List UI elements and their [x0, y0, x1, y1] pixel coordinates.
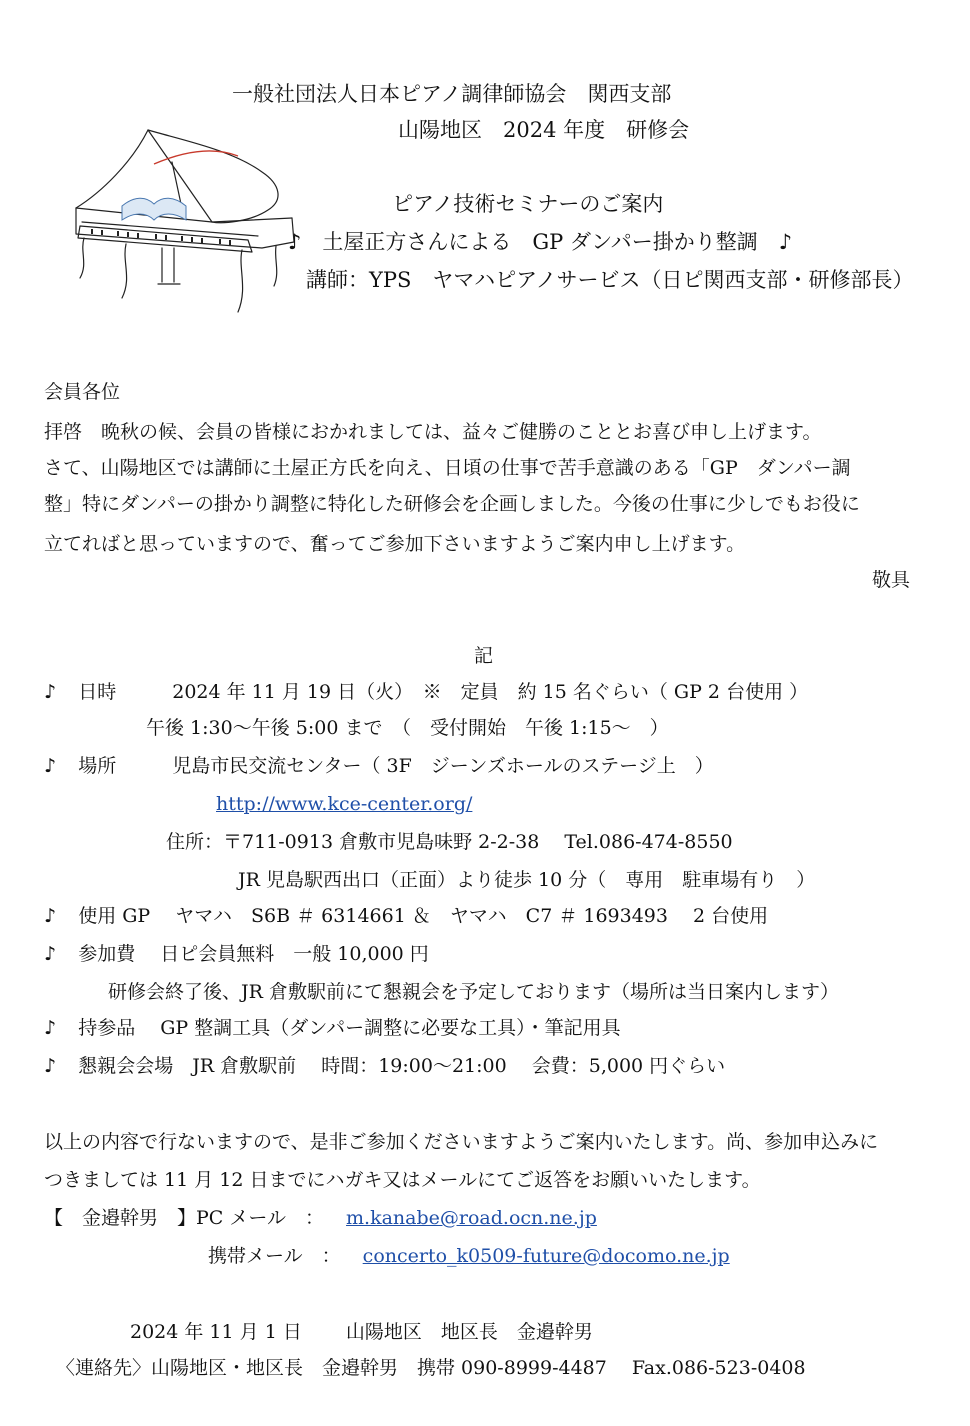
ki-heading: 記: [474, 645, 494, 667]
music-note-icon: ♪: [44, 1017, 57, 1039]
greeting-paragraph: 拝啓 晩秋の候、会員の皆様におかれましては、益々ご健勝のこととお喜び申し上げます。: [44, 421, 822, 443]
venue-access: JR 児島駅西出口（正面）より徒歩 10 分（ 専用 駐車場有り ）: [238, 869, 816, 891]
lecturer-line: 講師：YPS ヤマハピアノサービス（日ピ関西支部・研修部長）: [306, 268, 914, 292]
body-line-1: さて、山陽地区では講師に土屋正方氏を向え、日頃の仕事で苦手意識のある「GP ダンパー調: [44, 457, 851, 479]
place-row: [44, 754, 714, 778]
mobile-mail-label: 携帯メール ：: [208, 1245, 341, 1267]
party-note: 研修会終了後、JR 倉敷駅前にて懇親会を予定しております（場所は当日案内します）: [108, 981, 839, 1003]
music-note-icon: ♪: [44, 755, 57, 777]
footer-line-1: 以上の内容で行ないますので、是非ご参加くださいますようご案内いたします。尚、参加申込みに: [44, 1131, 879, 1153]
party-value: 懇親会会場 JR 倉敷駅前 時間：19:00〜21:00 会費：5,000 円ぐらい: [78, 1055, 726, 1077]
pc-mail-row: [44, 1206, 597, 1230]
seminar-topic: ♪ 土屋正方さんによる GP ダンパー掛かり整調 ♪: [288, 230, 793, 254]
footer-line-2: つきましては 11 月 12 日までにハガキ又はメールにてご返答をお願いいたします。: [44, 1169, 761, 1191]
items-value: 持参品 GP 整調工具（ダンパー調整に必要な工具）・筆記用具: [78, 1017, 621, 1039]
venue-address: 住所：〒711-0913 倉敷市児島味野 2-2-38 Tel.086-474-8550: [166, 831, 733, 853]
items-row: [44, 1016, 621, 1040]
pc-mail-link[interactable]: m.kanabe@road.ocn.ne.jp: [346, 1207, 597, 1229]
mobile-mail-row: [208, 1244, 730, 1268]
org-title: 一般社団法人日本ピアノ調律師協会 関西支部: [232, 82, 672, 106]
addressee: 会員各位: [44, 381, 121, 403]
music-note-icon: ♪: [44, 1055, 57, 1077]
fee-row: [44, 942, 429, 966]
party-row: [44, 1054, 725, 1078]
venue-url-link[interactable]: http://www.kce-center.org/: [216, 793, 473, 815]
signature-line: 2024 年 11 月 1 日 山陽地区 地区長 金邉幹男: [130, 1321, 593, 1343]
pianos-value: 使用 GP ヤマハ S6B ＃ 6314661 ＆ ヤマハ C7 ＃ 1693493 2 台使用: [78, 905, 769, 927]
date-label: 日時: [78, 681, 117, 703]
closing-word: 敬具: [872, 569, 911, 591]
music-note-icon: ♪: [44, 943, 57, 965]
date-value: 2024 年 11 月 19 日（火） ※ 定員 約 15 名ぐらい（ GP 2 台使用 ）: [172, 681, 809, 703]
place-label: 場所: [78, 755, 117, 777]
event-title: 山陽地区 2024 年度 研修会: [398, 118, 690, 142]
date-row: [44, 680, 808, 704]
music-note-icon: ♪: [44, 681, 57, 703]
fee-value: 参加費 日ピ会員無料 一般 10,000 円: [78, 943, 429, 965]
music-note-icon: ♪: [44, 905, 57, 927]
seminar-title: ピアノ技術セミナーのご案内: [392, 192, 664, 216]
mobile-mail-link[interactable]: concerto_k0509-future@docomo.ne.jp: [362, 1245, 730, 1267]
time-value: 午後 1:30〜午後 5:00 まで （ 受付開始 午後 1:15〜 ）: [146, 717, 669, 739]
body-line-2: 整」特にダンパーの掛かり調整に特化した研修会を企画しました。今後の仕事に少しでもお役に: [44, 493, 860, 515]
place-value: 児島市民交流センター（ 3F ジーンズホールのステージ上 ）: [172, 755, 714, 777]
grand-piano-illustration: [62, 122, 310, 320]
body-line-3: 立てればと思っていますので、奮ってご参加下さいますようご案内申し上げます。: [44, 533, 746, 555]
pianos-row: [44, 904, 768, 928]
contact-line: 〈連絡先〉山陽地区・地区長 金邉幹男 携帯 090-8999-4487 Fax.086-523-0408: [56, 1357, 806, 1379]
pc-mail-label: 【 金邉幹男 】PC メール ：: [44, 1207, 324, 1229]
